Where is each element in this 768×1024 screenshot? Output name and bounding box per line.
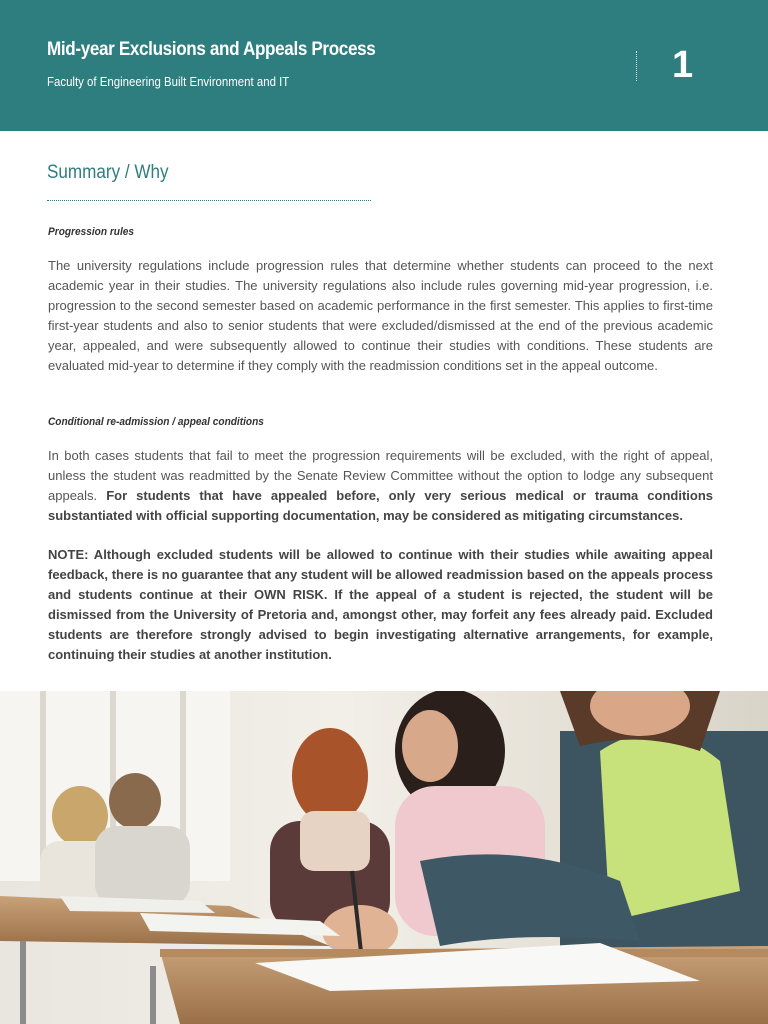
section-heading: Summary / Why bbox=[47, 162, 169, 183]
document-title: Mid-year Exclusions and Appeals Process bbox=[47, 39, 376, 60]
faculty-subtitle: Faculty of Engineering Built Environment and IT bbox=[47, 74, 290, 89]
page-header bbox=[0, 0, 768, 131]
section-divider bbox=[47, 200, 371, 201]
classroom-exam-photo bbox=[0, 691, 768, 1024]
header-divider bbox=[636, 51, 637, 81]
progression-rules-subhead: Progression rules bbox=[48, 226, 135, 238]
conditional-plain-text: In both cases students that fail to meet the progression requirements will be excluded, with the right of appeal, unless the student was readmitted by the Senate Review Committee without the option to lodge any subsequent appeals. bbox=[48, 448, 713, 503]
progression-rules-paragraph: The university regulations include progression rules that determine whether students can proceed to the next academic year in their studies. The university regulations also include rules governing mid-year progression, i.e. progression to the second semester based on academic performance in the first semester. This applies to first-time first-year students and also to senior students that were excluded/dismissed at the end of the previous academic year, appealed, and were subsequently allowed to continue their studies with conditions. These students are evaluated mid-year to determine if they comply with the readmission conditions set in the appeal outcome. bbox=[48, 258, 713, 373]
conditional-readmission-subhead: Conditional re-admission / appeal conditions bbox=[48, 416, 264, 428]
conditional-readmission-paragraph bbox=[48, 446, 713, 526]
page-number: 1 bbox=[672, 44, 694, 86]
note-paragraph: NOTE: Although excluded students will be allowed to continue with their studies while awaiting appeal feedback, there is no guarantee that any student will be allowed readmission based on the appeals process and students continue at their OWN RISK. If the appeal of a student is rejected, the student will be dismissed from the University of Pretoria and, amongst other, may forfeit any fees already paid. Excluded students are therefore strongly advised to begin investigating alternative arrangements, for example, continuing their studies at another institution. bbox=[48, 547, 713, 662]
conditional-bold-text: For students that have appealed before, only very serious medical or trauma conditions substantiated with official supporting documentation, may be considered as mitigating circumstances. bbox=[48, 488, 713, 523]
